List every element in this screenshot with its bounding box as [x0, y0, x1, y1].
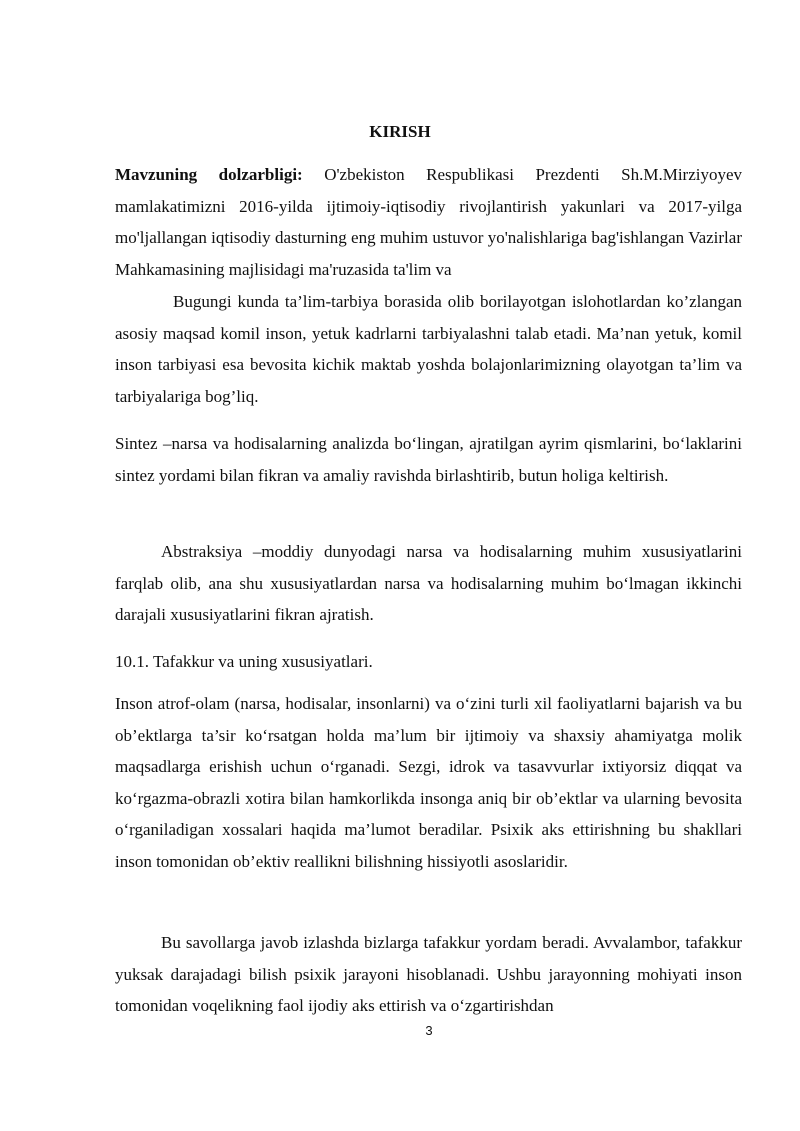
section-heading-thinking: 10.1. Tafakkur va uning xususiyatlari.	[115, 652, 373, 671]
paragraph-relevance	[115, 159, 742, 285]
paragraph-education-reforms: Bugungi kunda ta’lim-tarbiya borasida olib borilayotgan islohotlardan ko’zlangan asosiy maqsad komil inson, yetuk kadrlarni tarbiyalashni talab etadi. Ma’nan yetuk, komil inson tarbiyasi esa bevosita kichik maktab yoshda bolajonlarimizning olayotgan ta’lim va tarbiyalariga bog’liq.	[115, 292, 742, 406]
paragraph-perception: Inson atrof-olam (narsa, hodisalar, insonlarni) va o‘zini turli xil faoliyatlarni bajarish va bu ob’ektlarga ta’sir ko‘rsatgan holda ma’lum bir ijtimoiy va shaxsiy ahamiyatga molik maqsadlarga erishish uchun o‘rganadi. Sezgi, idrok va tasavvurlar ixtiyorsiz diqqat va ko‘rgazma-obrazli xotira bilan hamkorlikda insonga aniq bir ob’ektlar va ularning bevosita o‘rganiladigan xossalari haqida ma’lumot beradilar. Psixik aks ettirishning bu shakllari inson tomonidan ob’ektiv reallikni bilishning hissiyotli asoslaridir.	[115, 694, 742, 871]
relevance-label: Mavzuning dolzarbligi:	[115, 165, 303, 184]
relevance-text: O'zbekiston Respublikasi Prezdenti Sh.M.Mirziyoyev mamlakatimizni 2016-yilda ijtimoiy-iqtisodiy rivojlantirish yakunlari va 2017-yilga mo'ljallangan iqtisodiy dasturning eng muhim ustuvor yo'nalishlariga bag'ishlangan Vazirlar Mahkamasining majlisidagi ma'ruzasida ta'lim va	[115, 165, 743, 279]
page-number: 3	[425, 1023, 433, 1038]
page-title: KIRISH	[369, 122, 431, 141]
paragraph-thinking: Bu savollarga javob izlashda bizlarga tafakkur yordam beradi. Avvalambor, tafakkur yuksak darajadagi bilish psixik jarayoni hisoblanadi. Ushbu jarayonning mohiyati inson tomonidan voqelikning faol ijodiy aks ettirish va o‘zgartirishdan	[115, 933, 742, 1015]
paragraph-abstraction: Abstraksiya –moddiy dunyodagi narsa va hodisalarning muhim xususiyatlarini farqlab olib, ana shu xususiyatlardan narsa va hodisalarning muhim bo‘lmagan ikkinchi darajali xususiyatlarini fikran ajratish.	[115, 542, 742, 624]
paragraph-synthesis: Sintez –narsa va hodisalarning analizda bo‘lingan, ajratilgan ayrim qismlarini, bo‘laklarini sintez yordami bilan fikran va amaliy ravishda birlashtirib, butun holiga keltirish.	[115, 434, 742, 485]
